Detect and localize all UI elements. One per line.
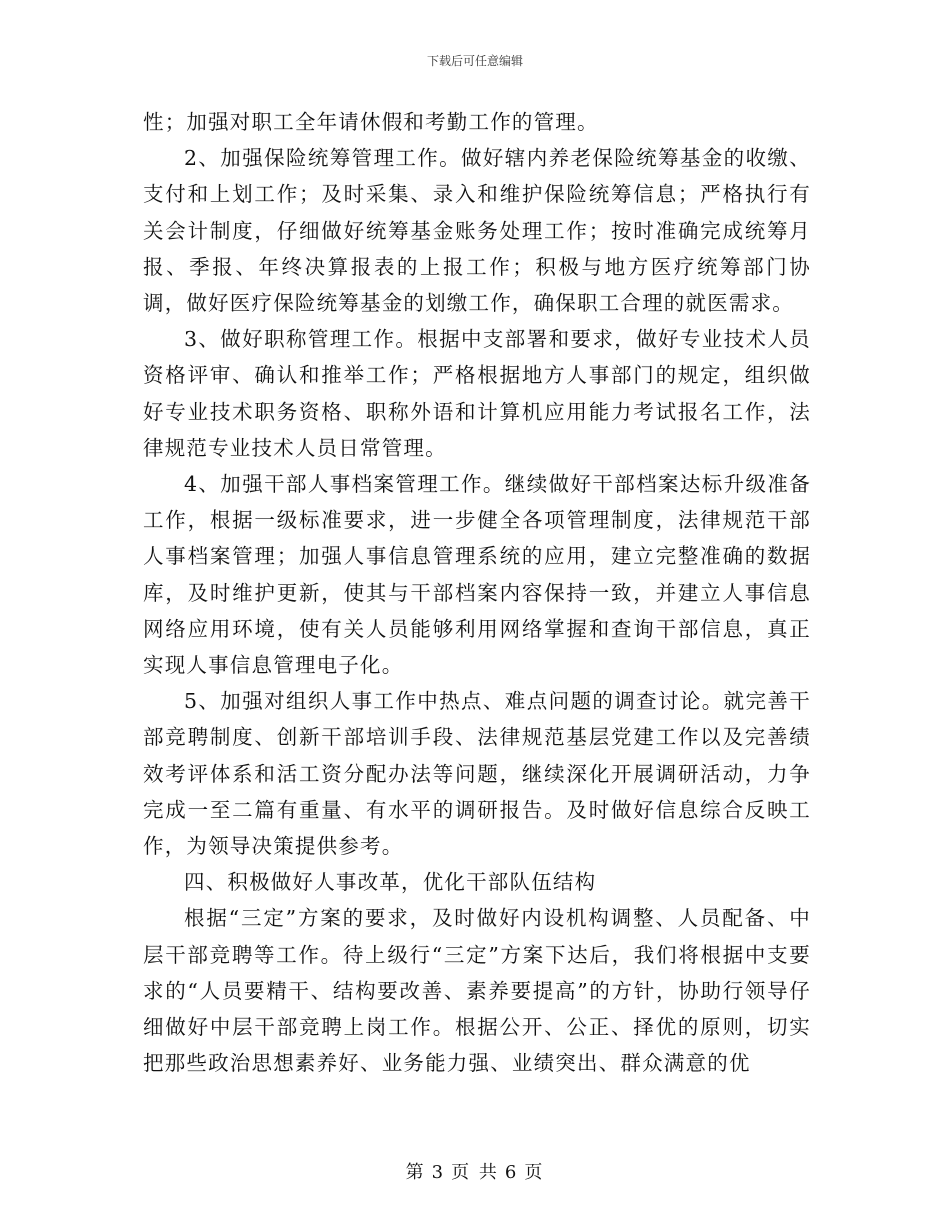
- footer-suffix: 页: [524, 1162, 545, 1183]
- footer-total-pages: 6: [504, 1162, 519, 1183]
- page-header: 下载后可任意编辑: [426, 54, 523, 68]
- footer-current-page: 3: [431, 1162, 446, 1183]
- paragraph-3: 3、做好职称管理工作。根据中支部署和要求，做好专业技术人员资格评审、确认和推举工作；严格根据地方人事部门的规定，组织做好专业技术职务资格、职称外语和计算机应用能力考试报名工作，法律规范专业技术人员日常管理。: [143, 327, 811, 460]
- paragraph-1: 性；加强对职工全年请休假和考勤工作的管理。: [143, 110, 599, 134]
- document-body: [143, 104, 811, 1081]
- page-footer: [0, 1158, 950, 1184]
- paragraph-4: 4、加强干部人事档案管理工作。继续做好干部档案达标升级准备工作，根据一级标准要求，进一步健全各项管理制度，法律规范干部人事档案管理；加强人事信息管理系统的应用，建立完整准确的数据库，及时维护更新，使其与干部档案内容保持一致，并建立人事信息网络应用环境，使有关人员能够利用网络掌握和查询干部信息，真正实现人事信息管理电子化。: [143, 472, 811, 678]
- paragraph-5: 5、加强对组织人事工作中热点、难点问题的调查讨论。就完善干部竞聘制度、创新干部培训手段、法律规范基层党建工作以及完善绩效考评体系和活工资分配办法等问题，继续深化开展调研活动，力争完成一至二篇有重量、有水平的调研报告。及时做好信息综合反映工作，为领导决策提供参考。: [143, 689, 811, 859]
- footer-prefix: 第: [405, 1162, 426, 1183]
- footer-middle: 页 共: [451, 1162, 499, 1183]
- paragraph-2: 2、加强保险统筹管理工作。做好辖内养老保险统筹基金的收缴、支付和上划工作；及时采集、录入和维护保险统筹信息；严格执行有关会计制度，仔细做好统筹基金账务处理工作；按时准确完成统筹月报、季报、年终决算报表的上报工作；积极与地方医疗统筹部门协调，做好医疗保险统筹基金的划缴工作，确保职工合理的就医需求。: [143, 146, 811, 316]
- paragraph-6: 根据“三定”方案的要求，及时做好内设机构调整、人员配备、中层干部竞聘等工作。待上级行“三定”方案下达后，我们将根据中支要求的“人员要精干、结构要改善、素养要提高”的方针，协助行领导仔细做好中层干部竞聘上岗工作。根据公开、公正、择优的原则，切实把那些政治思想素养好、业务能力强、业绩突出、群众满意的优: [143, 906, 811, 1076]
- section-heading: 四、积极做好人事改革，优化干部队伍结构: [184, 870, 597, 895]
